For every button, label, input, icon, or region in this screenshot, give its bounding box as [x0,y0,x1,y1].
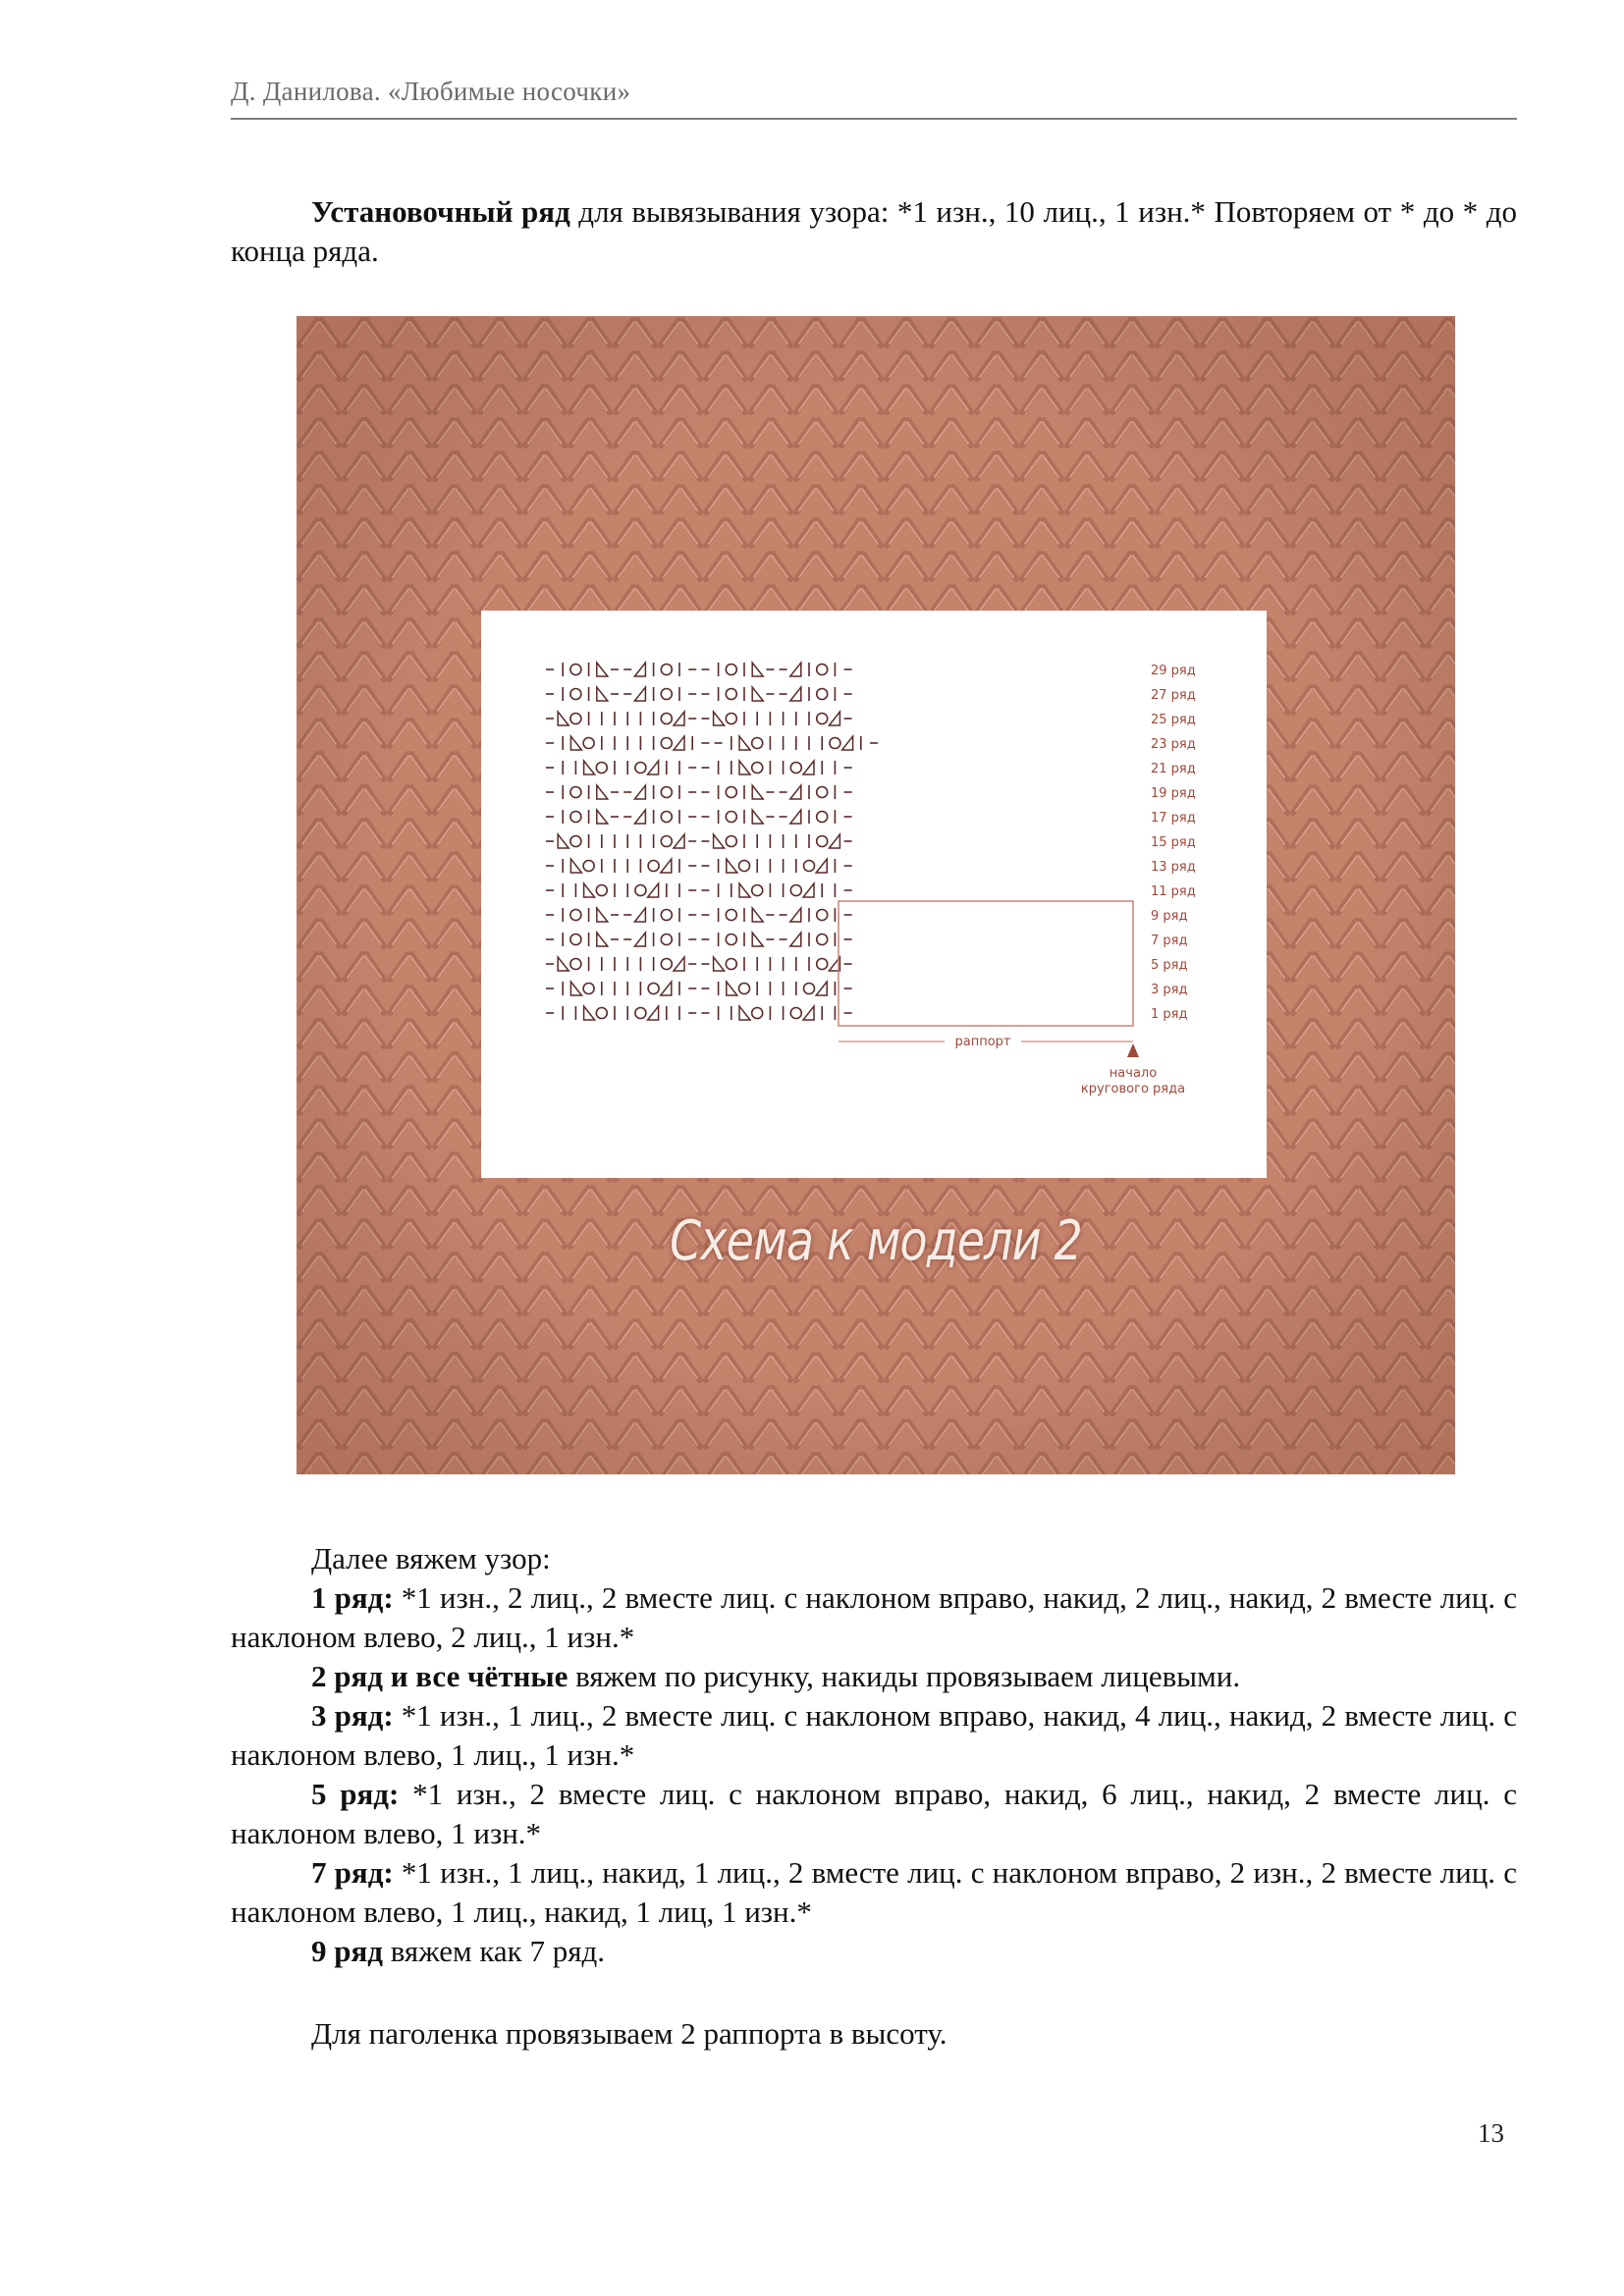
k2tog-right-symbol [558,957,568,971]
yarn-over-symbol [661,836,672,847]
row-label: 1 ряд [1151,1007,1188,1022]
yarn-over-symbol [752,885,763,896]
yarn-over-symbol [752,1008,763,1019]
yarn-over-symbol [726,934,736,945]
header-text: Д. Данилова. «Любимые носочки» [231,77,631,106]
k2tog-left-symbol [674,736,684,750]
k2tog-left-symbol [674,712,684,725]
k2tog-right-symbol [714,957,725,971]
yarn-over-symbol [583,984,594,994]
k2tog-left-symbol [634,908,645,922]
yarn-over-symbol [596,885,607,896]
yarn-over-symbol [596,763,607,774]
yarn-over-symbol [817,787,828,798]
k2tog-left-symbol [829,712,839,725]
yarn-over-symbol [804,861,815,872]
start-label: кругового ряда [1080,1082,1186,1096]
k2tog-right-symbol [752,663,763,676]
yarn-over-symbol [817,714,828,724]
row-label: 9 ряд [311,1934,383,1968]
k2tog-left-symbol [790,785,801,799]
k2tog-left-symbol [803,761,814,774]
k2tog-right-symbol [584,883,595,897]
row-label: 1 ряд: [311,1580,394,1615]
row-label: 11 ряд [1151,884,1196,899]
k2tog-right-symbol [597,785,608,799]
k2tog-right-symbol [752,687,763,701]
yarn-over-symbol [739,984,750,994]
yarn-over-symbol [817,934,828,945]
k2tog-left-symbol [816,859,827,873]
knitting-photo-figure [297,316,1455,1474]
yarn-over-symbol [583,861,594,872]
k2tog-left-symbol [674,834,684,848]
row-label: 5 ряд: [311,1777,400,1811]
yarn-over-symbol [661,934,672,945]
row-label: 23 ряд [1151,737,1196,752]
yarn-over-symbol [804,984,815,994]
k2tog-right-symbol [739,761,750,774]
k2tog-right-symbol [570,736,581,750]
row-instruction [231,1657,1517,1696]
yarn-over-symbol [790,763,801,774]
k2tog-left-symbol [790,908,801,922]
row-label: 7 ряд [1151,934,1188,948]
k2tog-right-symbol [584,761,595,774]
yarn-over-symbol [817,665,828,675]
row-instruction [231,1696,1517,1775]
yarn-over-symbol [739,861,750,872]
row-label: 9 ряд [1151,909,1188,924]
k2tog-left-symbol [648,761,659,774]
yarn-over-symbol [726,787,736,798]
setup-row-text: для вывязывания узора: *1 изн., 10 лиц., 1 изн.* Повторяем от * до * до конца ряда. [231,194,1517,268]
knitting-chart-panel [481,611,1267,1178]
k2tog-right-symbol [597,908,608,922]
yarn-over-symbol [570,910,581,921]
row-text: *1 изн., 1 лиц., накид, 1 лиц., 2 вместе лиц. с наклоном вправо, 2 изн., 2 вместе лиц. с наклоном влево, 1 лиц., накид, 1 лиц, 1 изн.* [231,1855,1517,1929]
running-header [231,77,1517,120]
k2tog-left-symbol [634,785,645,799]
k2tog-right-symbol [739,1006,750,1020]
yarn-over-symbol [661,787,672,798]
row-label: 27 ряд [1151,688,1196,703]
row-label: 7 ряд: [311,1855,394,1890]
k2tog-left-symbol [634,687,645,701]
yarn-over-symbol [570,934,581,945]
row-label: 25 ряд [1151,713,1196,727]
k2tog-left-symbol [829,834,839,848]
row-text: *1 изн., 2 вместе лиц. с наклоном вправо, накид, 6 лиц., накид, 2 вместе лиц. с наклоном влево, 1 изн.* [231,1777,1517,1850]
yarn-over-symbol [726,689,736,700]
yarn-over-symbol [752,738,763,749]
k2tog-right-symbol [597,687,608,701]
yarn-over-symbol [635,1008,646,1019]
row-label: 17 ряд [1151,811,1196,826]
k2tog-right-symbol [597,933,608,946]
yarn-over-symbol [570,812,581,823]
row-label: 29 ряд [1151,664,1196,678]
start-arrow-icon [1127,1043,1139,1057]
row-instruction [231,1775,1517,1853]
figure-caption: Схема к модели 2 [670,1209,1082,1273]
yarn-over-symbol [661,959,672,970]
row-label: 5 ряд [1151,958,1188,973]
yarn-over-symbol [661,689,672,700]
row-label: 13 ряд [1151,860,1196,875]
yarn-over-symbol [726,812,736,823]
k2tog-left-symbol [816,982,827,995]
knitting-chart [481,611,1267,1178]
yarn-over-symbol [752,763,763,774]
k2tog-right-symbol [727,859,737,873]
yarn-over-symbol [790,1008,801,1019]
yarn-over-symbol [661,812,672,823]
yarn-over-symbol [817,836,828,847]
k2tog-right-symbol [727,982,737,995]
yarn-over-symbol [817,689,828,700]
yarn-over-symbol [570,787,581,798]
yarn-over-symbol [726,836,736,847]
k2tog-left-symbol [634,933,645,946]
yarn-over-symbol [570,714,581,724]
k2tog-right-symbol [752,933,763,946]
yarn-over-symbol [726,959,736,970]
setup-row-label: Установочный ряд [311,194,570,229]
row-label: 3 ряд: [311,1698,394,1733]
k2tog-left-symbol [803,1006,814,1020]
yarn-over-symbol [570,836,581,847]
rapport-frame [839,901,1133,1026]
k2tog-left-symbol [790,687,801,701]
yarn-over-symbol [830,738,840,749]
yarn-over-symbol [570,959,581,970]
yarn-over-symbol [726,665,736,675]
k2tog-left-symbol [803,883,814,897]
yarn-over-symbol [570,689,581,700]
k2tog-right-symbol [714,834,725,848]
k2tog-right-symbol [752,785,763,799]
k2tog-left-symbol [661,859,672,873]
yarn-over-symbol [726,910,736,921]
k2tog-left-symbol [674,957,684,971]
k2tog-right-symbol [714,712,725,725]
k2tog-left-symbol [648,883,659,897]
row-text: вяжем как 7 ряд. [382,1934,606,1968]
yarn-over-symbol [635,885,646,896]
row-text: *1 изн., 1 лиц., 2 вместе лиц. с наклоном вправо, накид, 4 лиц., накид, 2 вместе лиц. с наклоном влево, 1 лиц., 1 изн.* [231,1698,1517,1772]
row-instruction [231,1578,1517,1657]
k2tog-right-symbol [558,834,568,848]
yarn-over-symbol [596,1008,607,1019]
row-label: 15 ряд [1151,835,1196,850]
yarn-over-symbol [648,861,659,872]
k2tog-right-symbol [570,859,581,873]
k2tog-left-symbol [634,663,645,676]
rapport-label: раппорт [954,1035,1011,1049]
yarn-over-symbol [817,959,828,970]
row-instruction [231,1853,1517,1932]
k2tog-right-symbol [752,908,763,922]
yarn-over-symbol [583,738,594,749]
k2tog-right-symbol [752,810,763,824]
yarn-over-symbol [790,885,801,896]
row-instructions [231,1578,1517,1971]
k2tog-left-symbol [661,982,672,995]
intro-line: Далее вяжем узор: [311,1541,551,1575]
yarn-over-symbol [661,714,672,724]
k2tog-right-symbol [558,712,568,725]
k2tog-left-symbol [648,1006,659,1020]
row-label: 21 ряд [1151,762,1196,776]
start-label: начало [1109,1066,1158,1081]
page-number: 13 [1478,2118,1504,2148]
k2tog-right-symbol [597,810,608,824]
yarn-over-symbol [661,910,672,921]
row-instruction [231,1932,1517,1971]
yarn-over-symbol [635,763,646,774]
k2tog-left-symbol [634,810,645,824]
k2tog-right-symbol [597,663,608,676]
row-text: *1 изн., 2 лиц., 2 вместе лиц. с наклоном вправо, накид, 2 лиц., накид, 2 вместе лиц. с наклоном влево, 2 лиц., 1 изн.* [231,1580,1517,1654]
setup-row-paragraph [231,192,1517,271]
k2tog-right-symbol [584,1006,595,1020]
k2tog-right-symbol [739,736,750,750]
yarn-over-symbol [661,738,672,749]
k2tog-left-symbol [790,663,801,676]
yarn-over-symbol [661,665,672,675]
closing-line: Для паголенка провязываем 2 раппорта в высоту. [311,2016,947,2051]
k2tog-right-symbol [570,982,581,995]
row-text: вяжем по рисунку, накиды провязываем лицевыми. [568,1659,1241,1693]
row-label: 19 ряд [1151,786,1196,801]
yarn-over-symbol [570,665,581,675]
row-label: 3 ряд [1151,983,1188,997]
row-label: 2 ряд и все чётные [311,1659,568,1693]
k2tog-left-symbol [790,933,801,946]
yarn-over-symbol [817,812,828,823]
k2tog-left-symbol [790,810,801,824]
yarn-over-symbol [817,910,828,921]
k2tog-left-symbol [842,736,853,750]
yarn-over-symbol [648,984,659,994]
k2tog-right-symbol [739,883,750,897]
yarn-over-symbol [726,714,736,724]
